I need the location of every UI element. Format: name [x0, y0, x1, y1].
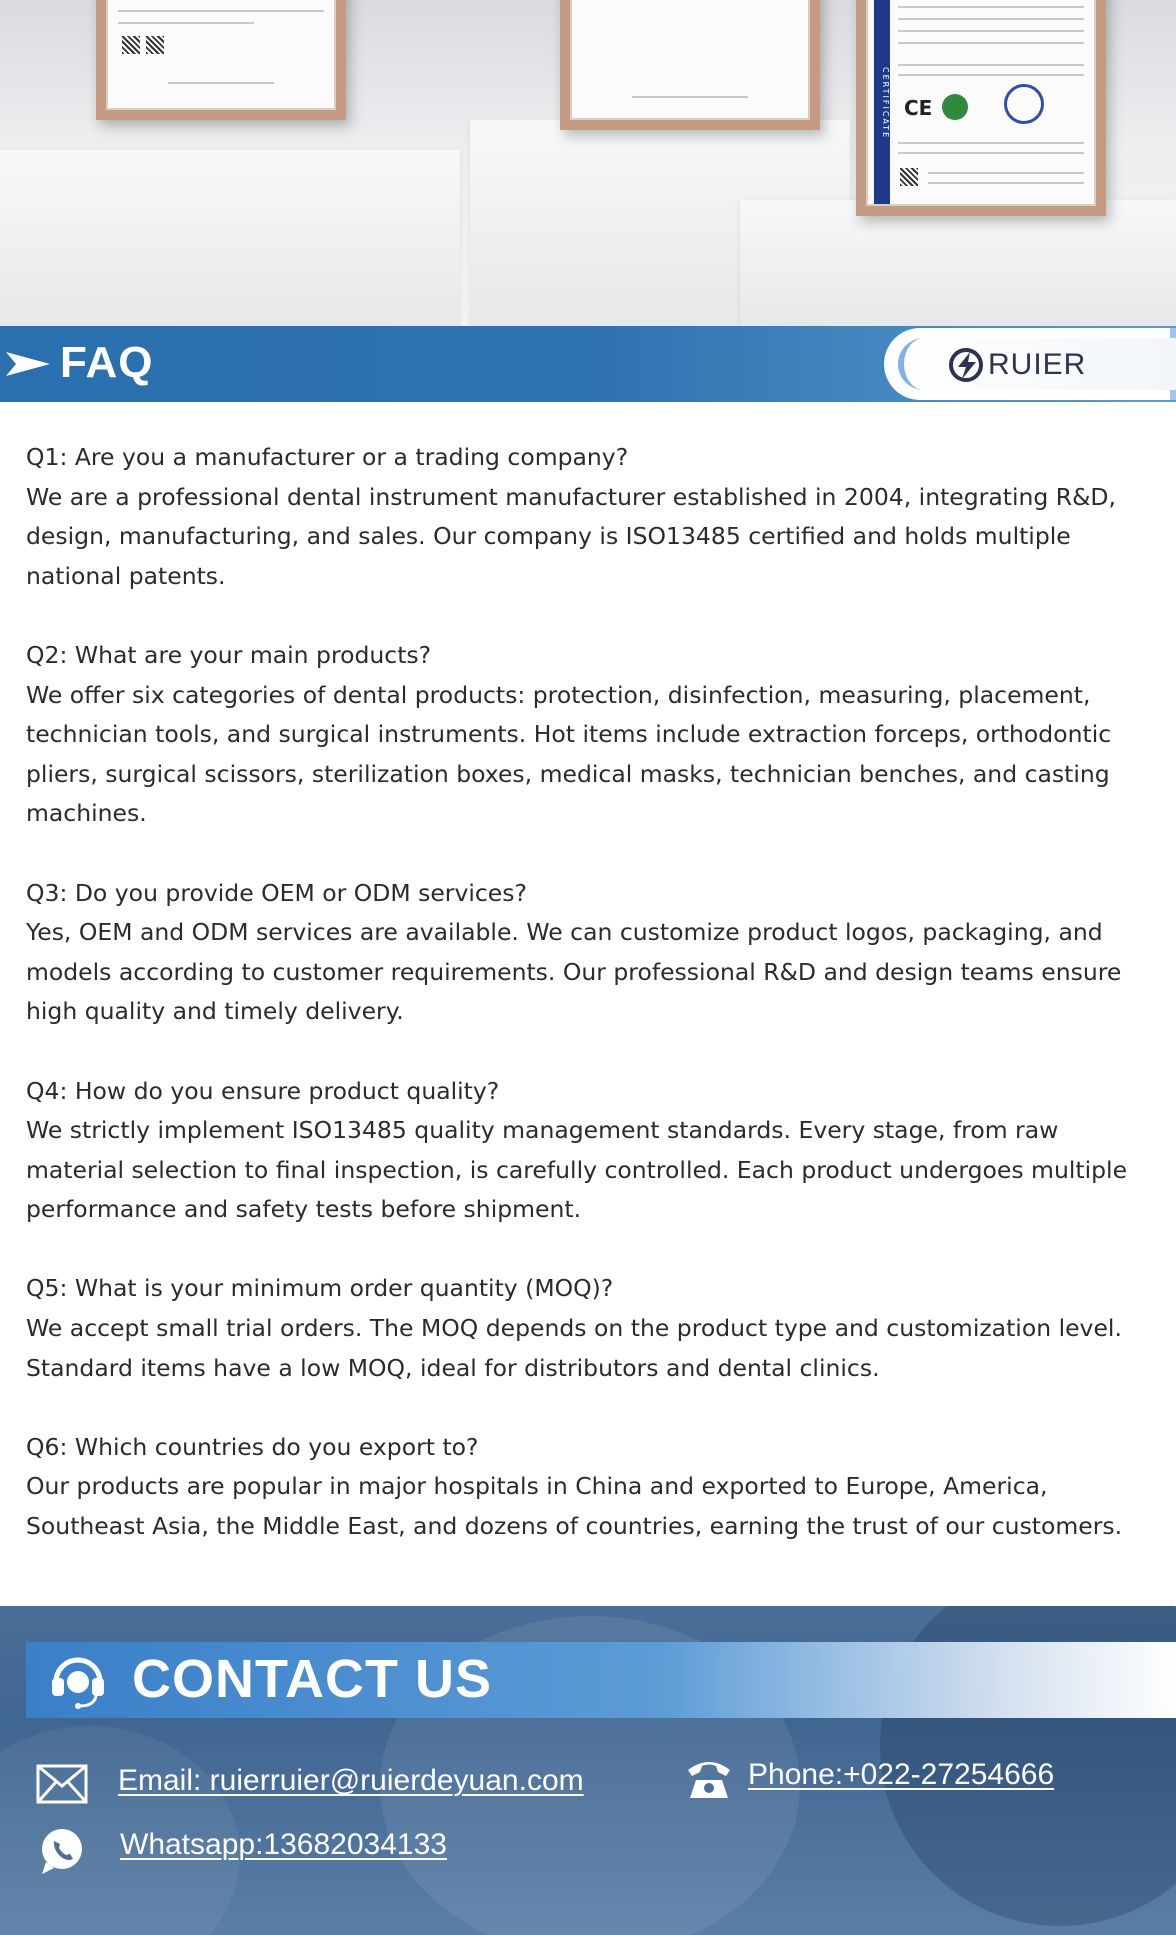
contact-header	[26, 1642, 1176, 1718]
faq-item-3	[26, 874, 1156, 1032]
rohs-mark-icon	[942, 94, 968, 120]
whatsapp-row	[120, 1828, 447, 1862]
faq-question: Q3: Do you provide OEM or ODM services?	[26, 878, 527, 907]
certificates-banner	[0, 0, 1176, 326]
faq-question: Q2: What are your main products?	[26, 640, 432, 669]
faq-item-6	[26, 1428, 1156, 1547]
whatsapp-link[interactable]: Whatsapp:13682034133	[120, 1828, 447, 1861]
faq-answer: Yes, OEM and ODM services are available. We can customize product logos, packaging, and models according to customer requirements. Our professional R&D and design teams ensure high quality and timely delivery.	[26, 918, 1122, 1026]
contact-section	[0, 1606, 1176, 1935]
faq-item-4	[26, 1072, 1156, 1230]
display-stand	[0, 150, 460, 326]
phone-row	[748, 1758, 1054, 1792]
faq-question: Q1: Are you a manufacturer or a trading company?	[26, 443, 629, 471]
email-row	[118, 1764, 584, 1798]
ce-certificate-frame	[856, 0, 1106, 216]
arrow-icon	[6, 350, 50, 378]
faq-title: FAQ	[60, 338, 154, 387]
faq-item-2	[26, 636, 1156, 834]
faq-answer: We are a professional dental instrument manufacturer established in 2004, integrating R&D, design, manufacturing, and sales. Our company is ISO13485 certified and holds multiple national patents.	[26, 482, 1116, 590]
faq-answer: We offer six categories of dental products: protection, disinfection, measuring, placement, technician tools, and surgical instruments. Hot items include extraction forceps, orthodontic pliers, surgical scissors, sterilization boxes, medical masks, technician benches, and casting machines.	[26, 680, 1112, 828]
ruier-logo-icon	[946, 348, 986, 382]
ce-mark-icon: CE	[904, 96, 933, 120]
headset-icon	[46, 1648, 110, 1712]
phone-icon	[684, 1756, 734, 1800]
faq-answer: Our products are popular in major hospitals in China and exported to Europe, America, Southeast Asia, the Middle East, and dozens of countries, earning the trust of our customers.	[26, 1472, 1123, 1541]
brand-badge	[884, 328, 1176, 400]
email-link[interactable]: Email: ruierruier@ruierdeyuan.com	[118, 1764, 584, 1797]
faq-item-1	[26, 438, 1156, 596]
certificate-frame	[96, 0, 346, 120]
contact-title: CONTACT US	[132, 1649, 492, 1709]
phone-link[interactable]: Phone:+022-27254666	[748, 1758, 1055, 1791]
mail-icon	[36, 1764, 88, 1804]
certificate-side-text: CERTIFICATE	[874, 0, 890, 204]
faq-list	[26, 438, 1156, 1586]
faq-question: Q4: How do you ensure product quality?	[26, 1076, 500, 1105]
display-stand	[740, 200, 1176, 326]
brand-name: RUIER	[988, 348, 1087, 381]
faq-answer: We strictly implement ISO13485 quality management standards. Every stage, from raw material selection to final inspection, is carefully controlled. Each product undergoes multiple performance and safety tests before shipment.	[26, 1116, 1128, 1224]
faq-question: Q6: Which countries do you export to?	[26, 1432, 479, 1461]
faq-answer: We accept small trial orders. The MOQ depends on the product type and customization level. Standard items have a low MOQ, ideal for distributors and dental clinics.	[26, 1314, 1122, 1382]
whatsapp-icon	[36, 1824, 88, 1876]
certificate-frame	[560, 0, 820, 130]
faq-question: Q5: What is your minimum order quantity (MOQ)?	[26, 1274, 614, 1303]
faq-item-5	[26, 1269, 1156, 1388]
ctb-seal-icon	[1004, 84, 1044, 124]
